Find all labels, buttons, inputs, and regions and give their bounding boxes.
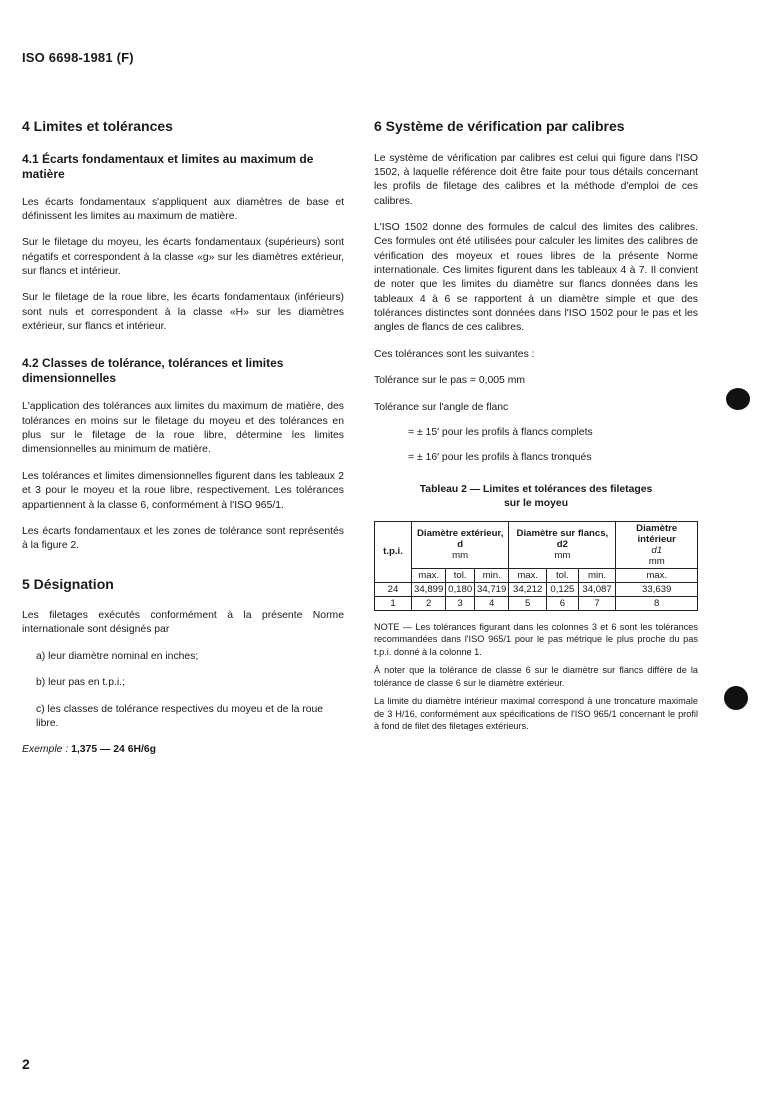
header-pitch-diameter-unit: mm xyxy=(554,550,571,562)
table-cell: 33,639 xyxy=(616,582,698,596)
header-tpi: t.p.i. xyxy=(375,521,412,582)
header-inner-diameter-unit: mm xyxy=(648,555,665,567)
subheader-cell: tol. xyxy=(547,568,579,582)
table-note-3: La limite du diamètre intérieur maximal correspond à une troncature maximale de 3 H/16, conformément aux spécifications de l'ISO 965/1 concernant le profil à fond de filet des filetages extérieurs. xyxy=(374,696,698,731)
table-2-title xyxy=(374,483,698,511)
header-inner-diameter xyxy=(616,521,698,568)
left-column xyxy=(22,118,344,758)
subheader-cell: max. xyxy=(616,568,698,582)
section-4-1-paragraph-3: Sur le filetage de la roue libre, les écarts fondamentaux (inférieurs) sont nuls et correspondent à la classe «H» sur les diamètres extérieur, sur flancs et intérieur. xyxy=(22,292,344,333)
right-column xyxy=(374,118,698,738)
designation-item-c: c) les classes de tolérance respectives du moyeu et de la roue libre. xyxy=(36,703,324,729)
example-code: 1,375 — 24 6H/6g xyxy=(71,744,156,756)
section-4-1-title: 4.1 Écarts fondamentaux et limites au maximum de matière xyxy=(22,151,314,181)
table-header-row xyxy=(375,521,698,568)
page-number: 2 xyxy=(22,1056,30,1072)
table-cell: 34,212 xyxy=(509,582,547,596)
table-subheader-row xyxy=(375,568,698,582)
punch-hole-mark-bottom xyxy=(724,686,748,710)
subheader-cell: min. xyxy=(578,568,616,582)
table-cell: 1 xyxy=(375,596,412,610)
subheader-cell: max. xyxy=(412,568,446,582)
section-4-2-paragraph-1: L'application des tolérances aux limites du maximum de matière, des tolérances en moins sur le filetage du moyeu et des tolérances en plus sur le filetage de la roue libre, détermine les limites dimensionnelles au minimum de matière. xyxy=(22,401,344,456)
table-cell: 0,180 xyxy=(446,582,475,596)
table-note-1: NOTE — Les tolérances figurant dans les colonnes 3 et 6 sont les tolérances recommandées dans l'ISO 965/1 pour le pas métrique le plus proche du pas t.p.i. donné à la colonne 1. xyxy=(374,621,698,657)
punch-hole-mark-top xyxy=(726,388,750,410)
header-outer-diameter xyxy=(412,521,509,568)
table-cell: 4 xyxy=(475,596,509,610)
table-cell: 5 xyxy=(509,596,547,610)
pitch-tolerance: Tolérance sur le pas = 0,005 mm xyxy=(374,375,526,387)
header-pitch-diameter xyxy=(509,521,616,568)
table-note-2: À noter que la tolérance de classe 6 sur le diamètre sur flancs diffère de la tolérance de classe 6 sur le diamètre extérieur. xyxy=(374,665,698,688)
table-cell: 34,087 xyxy=(578,582,616,596)
section-6-title: 6 Système de vérification par calibres xyxy=(374,118,625,134)
table-cell: 24 xyxy=(375,582,412,596)
section-4-2-paragraph-2: Les tolérances et limites dimensionnelles figurent dans les tableaux 2 et 3 pour le moyeu et la roue libre, respectivement. Les tolérances appartiennent à la classe 6, conformément à l'ISO 965/1. xyxy=(22,470,344,511)
full-flank-tolerance: = ± 15′ pour les profils à flancs complets xyxy=(408,426,593,438)
table-cell: 0,125 xyxy=(547,582,579,596)
section-5-title: 5 Désignation xyxy=(22,575,114,592)
designation-example xyxy=(22,743,344,757)
document-header: ISO 6698-1981 (F) xyxy=(22,50,134,65)
designation-item-b: b) leur pas en t.p.i.; xyxy=(36,677,125,689)
flank-angle-tolerance: Tolérance sur l'angle de flanc xyxy=(374,401,509,413)
table-row xyxy=(375,596,698,610)
example-label: Exemple : xyxy=(22,744,69,756)
header-inner-diameter-label: Diamètre intérieur xyxy=(636,522,678,545)
table-cell: 34,719 xyxy=(475,582,509,596)
section-6-paragraph-2: L'ISO 1502 donne des formules de calcul des limites des calibres. Ces formules ont été utilisées pour calculer les limites des calibres de vérification des moyeux et roues libres de la présente Norme internationale. Ces limites figurent dans les tableaux 4 à 7. Il convient de noter que les limites du diamètre sur flancs données dans les tableaux 4 à 6 se rapportent à un diamètre simple et que des tolérances distinctes sont données dans l'ISO 1502 pour le pas et les angles de flancs de ces calibres. xyxy=(374,221,698,334)
table-cell: 7 xyxy=(578,596,616,610)
section-5-paragraph: Les filetages exécutés conformément à la présente Norme internationale sont désignés par xyxy=(22,610,344,636)
table-cell: 2 xyxy=(412,596,446,610)
table-cell: 34,899 xyxy=(412,582,446,596)
table-row xyxy=(375,582,698,596)
section-4-2-paragraph-3: Les écarts fondamentaux et les zones de tolérance sont représentés à la figure 2. xyxy=(22,525,344,552)
table-cell: 3 xyxy=(446,596,475,610)
table-2 xyxy=(374,521,698,611)
table-2-title-line-2: sur le moyeu xyxy=(503,497,569,509)
section-6-paragraph-3: Ces tolérances sont les suivantes : xyxy=(374,348,535,360)
table-cell: 8 xyxy=(616,596,698,610)
section-4-1-paragraph-1: Les écarts fondamentaux s'appliquent aux diamètres de base et définissent les limites au maximum de matière. xyxy=(22,196,344,222)
table-cell: 6 xyxy=(547,596,579,610)
section-4-title: 4 Limites et tolérances xyxy=(22,118,173,134)
section-4-1-paragraph-2: Sur le filetage du moyeu, les écarts fondamentaux (supérieurs) sont négatifs et correspondent à la classe «g» sur les diamètres extérieur, sur flancs et intérieur. xyxy=(22,237,344,277)
section-6-paragraph-1: Le système de vérification par calibres est celui qui figure dans l'ISO 1502, à laquelle référence doit être faite pour tous détails concernant les profils de filetage des calibres et la méthode d'emploi de ces calibres. xyxy=(374,152,698,207)
table-2-title-line-1: Tableau 2 — Limites et tolérances des filetages xyxy=(419,483,653,495)
subheader-cell: max. xyxy=(509,568,547,582)
header-outer-diameter-label: Diamètre extérieur, d xyxy=(416,528,504,551)
subheader-cell: tol. xyxy=(446,568,475,582)
section-4-2-title: 4.2 Classes de tolérance, tolérances et limites dimensionnelles xyxy=(22,356,284,386)
designation-item-a: a) leur diamètre nominal en inches; xyxy=(36,650,199,662)
header-pitch-diameter-label: Diamètre sur flancs, d2 xyxy=(516,528,609,551)
subheader-cell: min. xyxy=(475,568,509,582)
header-inner-diameter-symbol: d1 xyxy=(651,544,663,556)
header-outer-diameter-unit: mm xyxy=(452,550,469,562)
truncated-flank-tolerance: = ± 16′ pour les profils à flancs tronqués xyxy=(408,451,592,463)
